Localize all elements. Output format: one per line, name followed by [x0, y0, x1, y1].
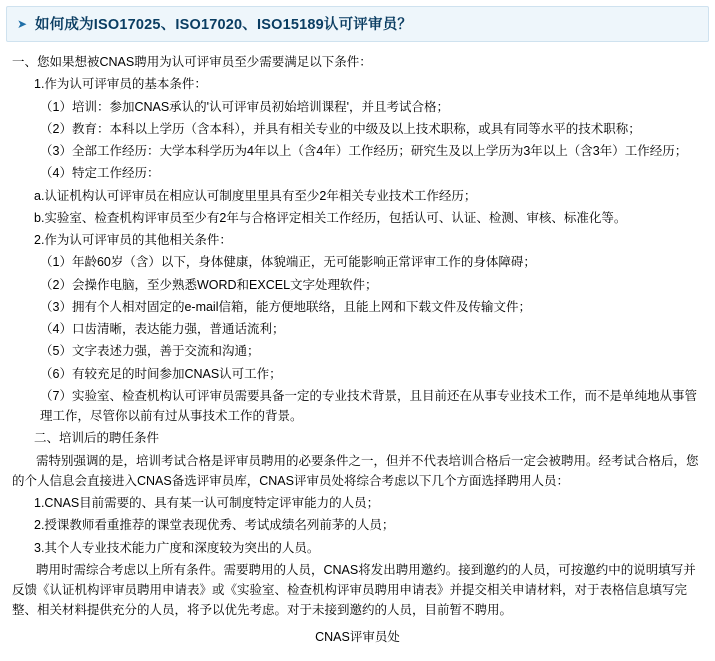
document-page	[0, 6, 715, 661]
subsection-2-heading: 2.作为认可评审员的其他相关条件：	[34, 233, 232, 247]
list-item: 1.CNAS目前需要的、具有某一认可制度特定评审能力的人员；	[34, 496, 380, 510]
list-item: （1）年龄60岁（含）以下，身体健康，体貌端正，无可能影响正常评审工作的身体障碍；	[40, 255, 536, 270]
list-item: （4）口齿清晰，表达能力强，普通话流利；	[40, 322, 285, 336]
page-title: 如何成为ISO17025、ISO17020、ISO15189认可评审员？	[35, 17, 413, 33]
list-item: （1）培训：参加CNAS承认的'认可评审员初始培训课程'，并且考试合格；	[40, 99, 449, 114]
page-title-bar	[6, 6, 709, 42]
paragraph: 聘用时需综合考虑以上所有条件。需要聘用的人员，CNAS将发出聘用邀约。接到邀约的人员，可按邀约中的说明填写并反馈《认证机构评审员聘用申请表》或《实验室、检查机构评审员聘用申请表》并提交相关申请材料，对于表格信息填写完整、相关材料提供充分的人员，将予以优先考虑。对于未接到邀约的人员，目前暂不聘用。	[12, 562, 696, 618]
list-item: （5）文字表述力强，善于交流和沟通；	[40, 344, 260, 359]
list-item: （4）特定工作经历：	[40, 166, 160, 181]
paragraph: 需特别强调的是，培训考试合格是评审员聘用的必要条件之一，但并不代表培训合格后一定会被聘用。经考试合格后，您的个人信息会直接进入CNAS备选评审员库，CNAS评审员处将综合考虑以下几个方面选择聘用人员：	[12, 453, 699, 488]
list-item: （3）拥有个人相对固定的e-mail信箱，能方便地联络，且能上网和下载文件及传输文件；	[40, 299, 531, 314]
list-item: 2.授课教师看重推荐的课堂表现优秀、考试成绩名列前茅的人员；	[34, 518, 395, 533]
list-item: （2）教育：本科以上学历（含本科），并具有相关专业的中级及以上技术职称，或具有同等水平的技术职称；	[40, 121, 641, 136]
list-item: （6）有较充足的时间参加CNAS认可工作；	[40, 366, 282, 381]
list-item: 3.其个人专业技术能力广度和深度较为突出的人员。	[34, 540, 320, 555]
list-item: （3）全部工作经历：大学本科学历为4年以上（含4年）工作经历；研究生及以上学历为3年以上（含3年）工作经历；	[40, 144, 688, 158]
list-item: （7）实验室、检查机构认可评审员需要具备一定的专业技术背景，且目前还在从事专业技术工作，而不是单纯地从事管理工作，尽管你以前有过从事技术工作的背景。	[40, 388, 697, 423]
arrow-right-icon: ➤	[16, 16, 28, 31]
list-item: a.认证机构认可评审员在相应认可制度里里具有至少2年相关专业技术工作经历；	[34, 188, 477, 203]
section-2-heading: 二、培训后的聘任条件	[34, 431, 160, 446]
signature: CNAS评审员处	[315, 629, 400, 644]
subsection-1-heading: 1.作为认可评审员的基本条件：	[34, 77, 207, 92]
list-item: （2）会操作电脑，至少熟悉WORD和EXCEL文字处理软件；	[40, 277, 378, 292]
document-content	[0, 42, 715, 661]
list-item: b.实验室、检查机构评审员至少有2年与合格评定相关工作经历，包括认可、认证、检测、审核、标准化等。	[34, 210, 627, 225]
section-1-heading: 一、您如果想被CNAS聘用为认可评审员至少需要满足以下条件：	[12, 55, 372, 69]
